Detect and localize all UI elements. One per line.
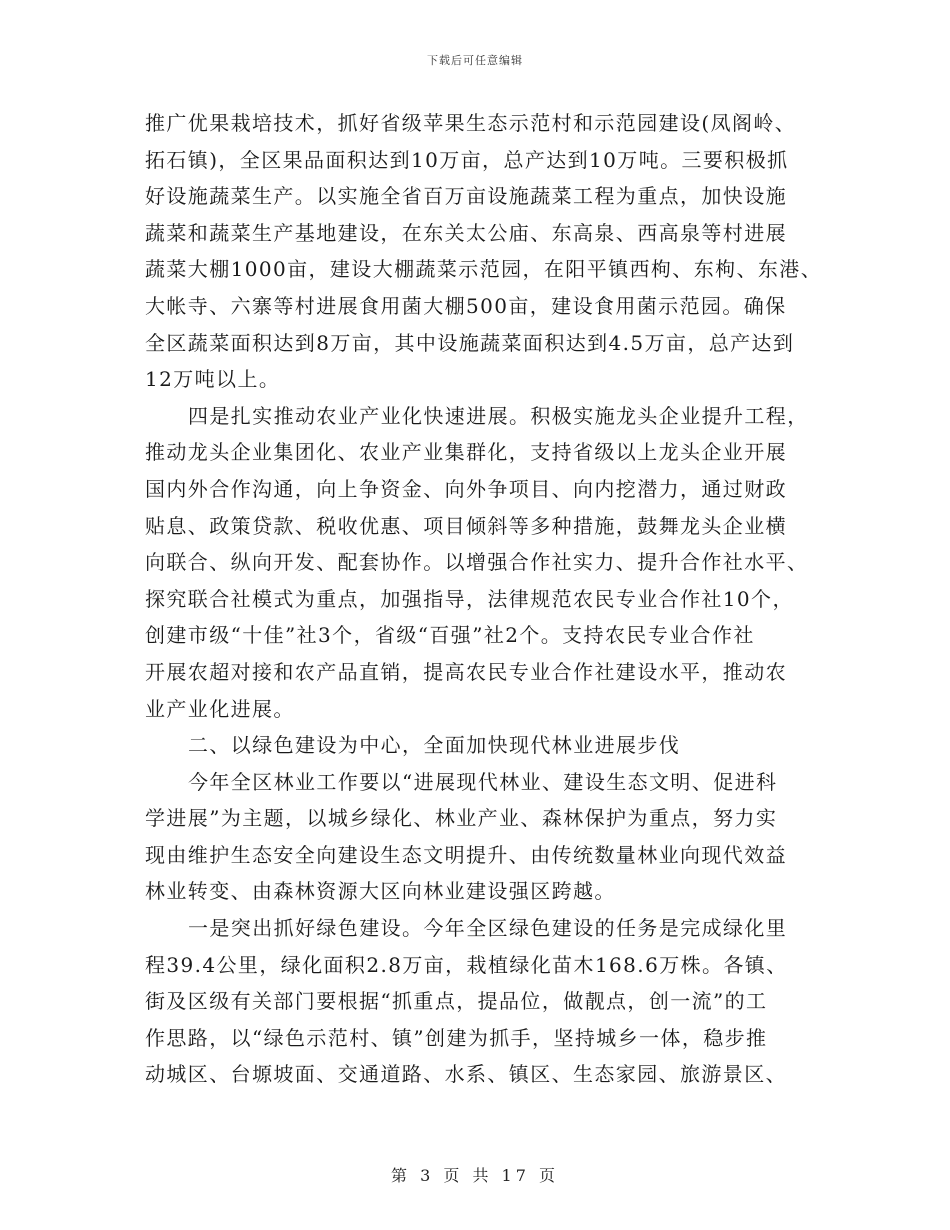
text-line: 学进展”为主题，以城乡绿化、林业产业、森林保护为重点，努力实 xyxy=(145,806,778,831)
text-line: 国内外合作沟通，向上争资金、向外争项目、向内挖潜力，通过财政 xyxy=(145,476,787,501)
text-line: 一是突出抓好绿色建设。今年全区绿色建设的任务是完成绿化里 xyxy=(188,916,788,941)
paragraph-green-construction xyxy=(145,910,815,1093)
text-line: 拓石镇)，全区果品面积达到10万亩，总产达到10万吨。三要积极抓 xyxy=(145,147,789,172)
text-line: 二、以绿色建设为中心，全面加快现代林业进展步伐 xyxy=(188,733,681,758)
text-line: 业产业化进展。 xyxy=(145,696,295,721)
text-line: 作思路，以“绿色示范村、镇”创建为抓手，坚持城乡一体，稳步推 xyxy=(145,1025,768,1050)
text-line: 好设施蔬菜生产。以实施全省百万亩设施蔬菜工程为重点，加快设施 xyxy=(145,184,787,209)
section-heading xyxy=(145,727,815,764)
text-line: 12万吨以上。 xyxy=(145,367,281,392)
text-line: 创建市级“十佳”社3个，省级“百强”社2个。支持农民专业合作社 xyxy=(145,623,755,648)
text-line: 蔬菜大棚1000亩，建设大棚蔬菜示范园，在阳平镇西枸、东枸、东港、 xyxy=(145,257,823,282)
page-header: 下载后可任意编辑 xyxy=(427,54,523,67)
text-line: 开展农超对接和农产品直销，提高农民专业合作社建设水平，推动农 xyxy=(145,659,787,684)
text-line: 动城区、台塬坡面、交通道路、水系、镇区、生态家园、旅游景区、 xyxy=(145,1062,787,1087)
text-line: 街及区级有关部门要根据“抓重点，提品位，做靓点，创一流”的工 xyxy=(145,989,768,1014)
text-line: 向联合、纵向开发、配套协作。以增强合作社实力、提升合作社水平、 xyxy=(145,550,809,575)
text-line: 探究联合社模式为重点，加强指导，法律规范农民专业合作社10个， xyxy=(145,586,794,611)
text-line: 全区蔬菜面积达到8万亩，其中设施蔬菜面积达到4.5万亩，总产达到 xyxy=(145,330,795,355)
paragraph-industrialization xyxy=(145,398,815,727)
paragraph-fruit-vegetable xyxy=(145,105,823,398)
text-line: 蔬菜和蔬菜生产基地建设，在东关太公庙、东高泉、西高泉等村进展 xyxy=(145,220,787,245)
text-line: 现由维护生态安全向建设生态文明提升、由传统数量林业向现代效益 xyxy=(145,842,787,867)
text-line: 四是扎实推动农业产业化快速进展。积极实施龙头企业提升工程， xyxy=(188,403,809,428)
text-line: 贴息、政策贷款、税收优惠、项目倾斜等多种措施，鼓舞龙头企业横 xyxy=(145,513,787,538)
text-line: 今年全区林业工作要以“进展现代林业、建设生态文明、促进科 xyxy=(188,769,778,794)
text-line: 林业转变、由森林资源大区向林业建设强区跨越。 xyxy=(145,879,616,904)
text-line: 推广优果栽培技术，抓好省级苹果生态示范村和示范园建设(凤阁岭、 xyxy=(145,111,797,135)
page-number-footer: 第 3 页 共 17 页 xyxy=(391,1166,559,1185)
text-line: 推动龙头企业集团化、农业产业集群化，支持省级以上龙头企业开展 xyxy=(145,440,787,465)
text-line: 程39.4公里，绿化面积2.8万亩，栽植绿化苗木168.6万株。各镇、 xyxy=(145,952,788,977)
text-line: 大帐寺、六寨等村进展食用菌大棚500亩，建设食用菌示范园。确保 xyxy=(145,293,787,318)
document-body xyxy=(145,105,823,1093)
paragraph-forestry-theme xyxy=(145,764,815,910)
